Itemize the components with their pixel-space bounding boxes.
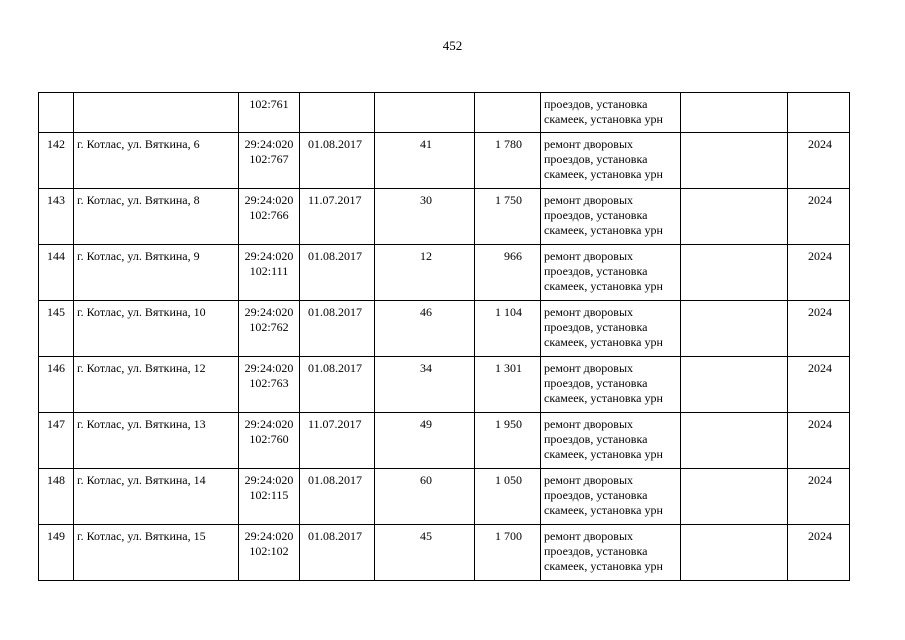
cell-a: 49 [375, 413, 475, 469]
work-line: скамеек, установка урн [544, 335, 663, 349]
cell-num: 146 [39, 357, 74, 413]
work-line: скамеек, установка урн [544, 391, 663, 405]
cadastral-part1: 29:24:020 [244, 249, 294, 263]
cell-date: 01.08.2017 [300, 133, 375, 189]
cell-address [74, 93, 239, 133]
cell-work [541, 301, 681, 357]
cell-cadastral [239, 245, 300, 301]
cell-cadastral [239, 413, 300, 469]
cell-b: 1 104 [475, 301, 541, 357]
cadastral-part1: 29:24:020 [244, 137, 294, 151]
work-line: скамеек, установка урн [544, 279, 663, 293]
work-line: проездов, установка [544, 488, 648, 502]
cell-address: г. Котлас, ул. Вяткина, 10 [74, 301, 239, 357]
work-line: ремонт дворовых [544, 361, 634, 375]
cadastral-part2: 102:763 [249, 376, 289, 390]
work-line: проездов, установка [544, 376, 648, 390]
cell-year: 2024 [788, 525, 850, 581]
cell-cadastral [239, 525, 300, 581]
cell-cadastral [239, 301, 300, 357]
cell-empty [681, 189, 788, 245]
cell-work [541, 525, 681, 581]
cell-date: 01.08.2017 [300, 357, 375, 413]
cell-empty [681, 525, 788, 581]
cell-date: 01.08.2017 [300, 301, 375, 357]
cadastral-part2: 102:766 [249, 208, 289, 222]
cell-b: 1 301 [475, 357, 541, 413]
cell-b: 1 700 [475, 525, 541, 581]
work-line: ремонт дворовых [544, 529, 634, 543]
table-row [39, 301, 850, 357]
cell-a: 12 [375, 245, 475, 301]
work-line: проездов, установка [544, 208, 648, 222]
cell-address: г. Котлас, ул. Вяткина, 13 [74, 413, 239, 469]
cell-num: 149 [39, 525, 74, 581]
work-line: проездов, установка [544, 264, 648, 278]
cell-work [541, 245, 681, 301]
cell-year: 2024 [788, 301, 850, 357]
table-row [39, 245, 850, 301]
cell-num: 147 [39, 413, 74, 469]
cell-address: г. Котлас, ул. Вяткина, 6 [74, 133, 239, 189]
cell-cadastral [239, 133, 300, 189]
cell-empty [681, 357, 788, 413]
cell-year [788, 93, 850, 133]
table-row [39, 133, 850, 189]
work-line: ремонт дворовых [544, 305, 634, 319]
cell-year: 2024 [788, 469, 850, 525]
cell-empty [681, 301, 788, 357]
cell-work [541, 189, 681, 245]
cell-address: г. Котлас, ул. Вяткина, 9 [74, 245, 239, 301]
table-row [39, 413, 850, 469]
work-line: проездов, установка [544, 544, 648, 558]
cell-a: 34 [375, 357, 475, 413]
cadastral-part2: 102:767 [249, 152, 289, 166]
cell-work [541, 357, 681, 413]
cell-cadastral [239, 189, 300, 245]
cell-work [541, 413, 681, 469]
cell-work [541, 93, 681, 133]
table-row [39, 525, 850, 581]
cadastral-part1: 29:24:020 [244, 417, 294, 431]
cell-b: 1 950 [475, 413, 541, 469]
cell-a: 30 [375, 189, 475, 245]
cell-num: 143 [39, 189, 74, 245]
cell-cadastral [239, 93, 300, 133]
cadastral-part2: 102:760 [249, 432, 289, 446]
cell-date: 11.07.2017 [300, 189, 375, 245]
work-line: ремонт дворовых [544, 249, 634, 263]
work-line: скамеек, установка урн [544, 223, 663, 237]
cell-b: 966 [475, 245, 541, 301]
cadastral-part1: 29:24:020 [244, 361, 294, 375]
cell-year: 2024 [788, 245, 850, 301]
cell-work [541, 469, 681, 525]
cell-date: 01.08.2017 [300, 245, 375, 301]
cadastral-part1: 29:24:020 [244, 529, 294, 543]
work-line: ремонт дворовых [544, 193, 634, 207]
cell-work [541, 133, 681, 189]
table-row [39, 469, 850, 525]
cell-num: 148 [39, 469, 74, 525]
cell-num: 144 [39, 245, 74, 301]
table-row [39, 189, 850, 245]
work-line: скамеек, установка урн [544, 503, 663, 517]
table-row [39, 357, 850, 413]
cadastral-part2: 102:115 [249, 488, 289, 502]
cadastral-part1: 29:24:020 [244, 473, 294, 487]
records-table [38, 92, 850, 581]
work-line: скамеек, установка урн [544, 167, 663, 181]
cell-num [39, 93, 74, 133]
cell-date: 11.07.2017 [300, 413, 375, 469]
work-line: скамеек, установка урн [544, 559, 663, 573]
cadastral-tail: 102:761 [249, 97, 289, 111]
work-line: проездов, установка [544, 320, 648, 334]
cell-b: 1 050 [475, 469, 541, 525]
cell-date: 01.08.2017 [300, 469, 375, 525]
cell-empty [681, 245, 788, 301]
cell-cadastral [239, 357, 300, 413]
cell-cadastral [239, 469, 300, 525]
cell-a [375, 93, 475, 133]
work-line: ремонт дворовых [544, 137, 634, 151]
cell-empty [681, 133, 788, 189]
cadastral-part2: 102:102 [249, 544, 289, 558]
work-line: скамеек, установка урн [544, 447, 663, 461]
work-line: скамеек, установка урн [544, 112, 663, 126]
cell-a: 45 [375, 525, 475, 581]
cadastral-part1: 29:24:020 [244, 305, 294, 319]
cell-date [300, 93, 375, 133]
work-line: проездов, установка [544, 152, 648, 166]
cell-empty [681, 469, 788, 525]
cell-address: г. Котлас, ул. Вяткина, 15 [74, 525, 239, 581]
cadastral-part2: 102:111 [249, 264, 289, 278]
cell-num: 145 [39, 301, 74, 357]
cell-a: 41 [375, 133, 475, 189]
cell-empty [681, 93, 788, 133]
cell-year: 2024 [788, 413, 850, 469]
cell-b: 1 750 [475, 189, 541, 245]
cell-b: 1 780 [475, 133, 541, 189]
cell-address: г. Котлас, ул. Вяткина, 8 [74, 189, 239, 245]
work-line: ремонт дворовых [544, 417, 634, 431]
cell-year: 2024 [788, 189, 850, 245]
cell-b [475, 93, 541, 133]
cell-empty [681, 413, 788, 469]
cell-year: 2024 [788, 133, 850, 189]
work-line: ремонт дворовых [544, 473, 634, 487]
cell-a: 46 [375, 301, 475, 357]
cell-date: 01.08.2017 [300, 525, 375, 581]
cell-a: 60 [375, 469, 475, 525]
cell-num: 142 [39, 133, 74, 189]
continuation-row [39, 93, 850, 133]
work-line: проездов, установка [544, 97, 648, 111]
page-number: 452 [442, 38, 463, 53]
cadastral-part2: 102:762 [249, 320, 289, 334]
cell-address: г. Котлас, ул. Вяткина, 14 [74, 469, 239, 525]
work-line: проездов, установка [544, 432, 648, 446]
cell-year: 2024 [788, 357, 850, 413]
cell-address: г. Котлас, ул. Вяткина, 12 [74, 357, 239, 413]
cadastral-part1: 29:24:020 [244, 193, 294, 207]
